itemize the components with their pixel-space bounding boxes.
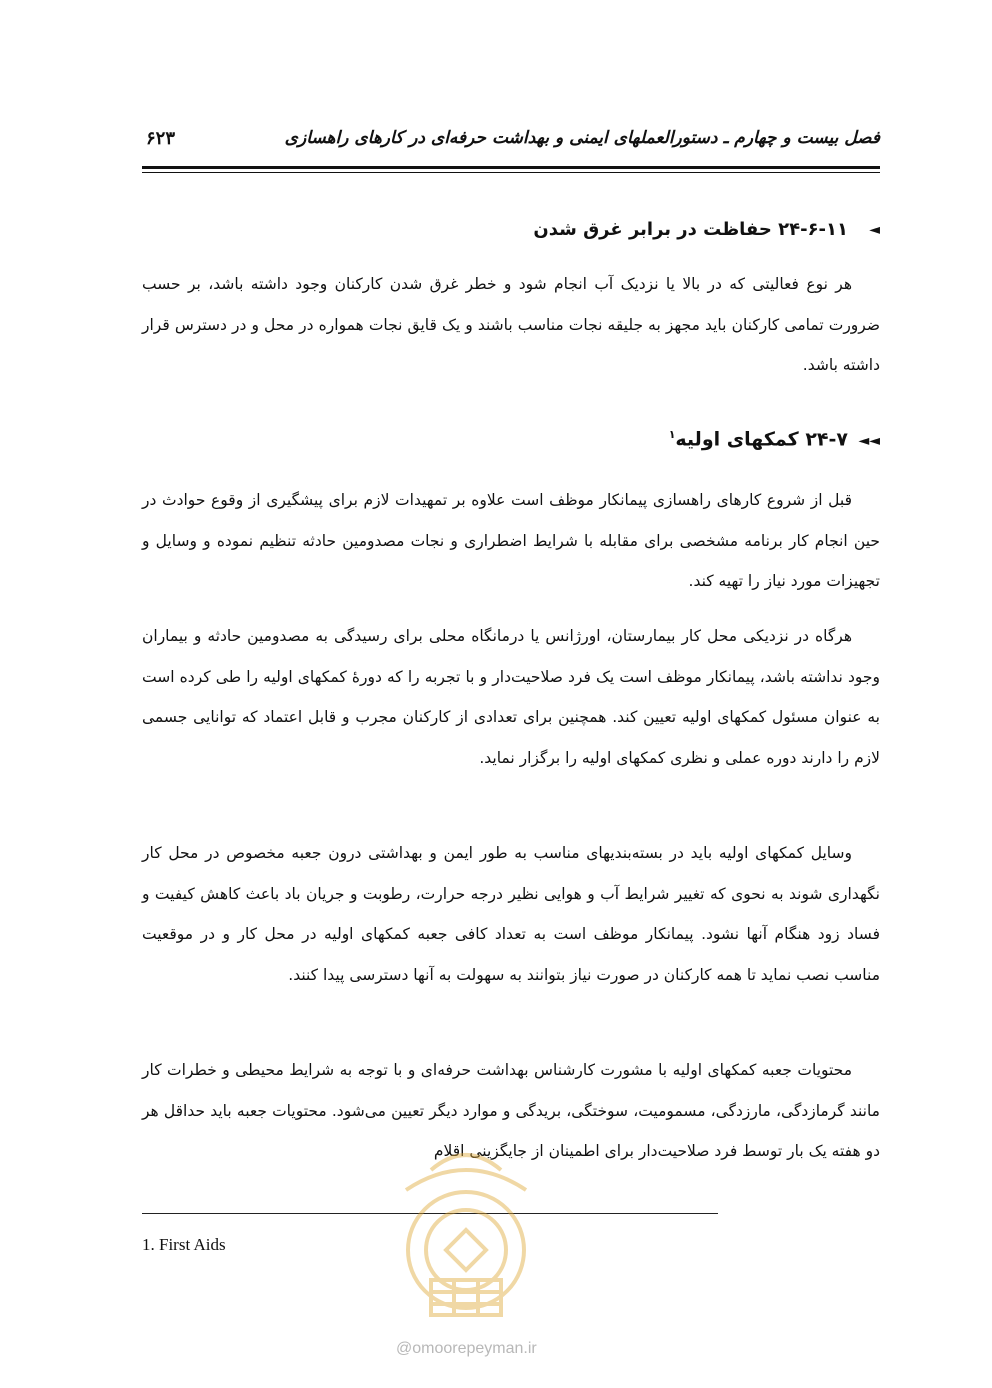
section-marker-double-icon: ◄◄ [858, 433, 880, 449]
heading-text: ۲۴-۷ کمکهای اولیه [675, 428, 848, 451]
header-rule-thick [142, 166, 880, 169]
section-heading-first-aid [669, 428, 848, 450]
running-header [142, 128, 880, 156]
section-heading-drowning: ۲۴-۶-۱۱ حفاظت در برابر غرق شدن [533, 219, 848, 240]
page-number: ۶۲۳ [146, 128, 176, 149]
footnote-text: 1. First Aids [142, 1235, 226, 1254]
paragraph-drowning: هر نوع فعالیتی که در بالا یا نزدیک آب انجام شود و خطر غرق شدن کارکنان وجود داشته باشد، بر حسب ضرورت تمامی کارکنان باید مجهز به جلیقه نجات مناسب باشند و یک قایق نجات همواره در محل و در دسترس قرار داشته باشد. [142, 275, 880, 374]
section-marker-icon: ◄ [869, 222, 880, 238]
footnote-reference: ۱ [668, 428, 676, 441]
paragraph-first-aid-3: وسایل کمکهای اولیه باید در بسته‌بندیهای مناسب به طور ایمن و بهداشتی درون جعبه مخصوص در محل کار نگهداری شوند به نحوی که تغییر شرایط آب و هوایی نظیر درجه حرارت، رطوبت و جریان باد باعث کاهش کیفیت و فساد زود هنگام آنها نشود. پیمانکار موظف است به تعداد کافی جعبه کمکهای اولیه در محل کار و در موقعیت مناسب نصب نماید تا همه کارکنان در صورت نیاز بتوانند به سهولت به آنها دسترسی پیدا کنند. [142, 844, 880, 984]
header-rule-thin [142, 172, 880, 173]
watermark-logo-icon [376, 1130, 556, 1330]
chapter-title: فصل بیست و چهارم ـ دستورالعملهای ایمنی و بهداشت حرفه‌ای در کارهای راهسازی [284, 128, 880, 148]
paragraph-first-aid-2: هرگاه در نزدیکی محل کار بیمارستان، اورژانس یا درمانگاه محلی برای رسیدگی به مصدومین حادثه و بیماران وجود نداشته باشد، پیمانکار موظف است یک فرد صلاحیت‌دار و با تجربه را که دورهٔ کمکهای اولیه را طی کرده است به عنوان مسئول کمکهای اولیه تعیین کند. همچنین برای تعدادی از کارکنان مجرب و قابل اعتماد که توانایی جسمی لازم را دارند دوره عملی و نظری کمکهای اولیه را برگزار نماید. [142, 627, 880, 767]
paragraph-first-aid-4: محتویات جعبه کمکهای اولیه با مشورت کارشناس بهداشت حرفه‌ای و با توجه به شرایط محیطی و خطرات کار مانند گرمازدگی، مارزدگی، مسمومیت، سوختگی، بریدگی و موارد دیگر تعیین می‌شود. محتویات جعبه باید حداقل هر دو هفته یک بار توسط فرد صلاحیت‌دار برای اطمینان از جایگزینی اقلام [142, 1061, 880, 1160]
paragraph-first-aid-1: قبل از شروع کارهای راهسازی پیمانکار موظف است علاوه بر تمهیدات لازم برای پیشگیری از وقوع حوادث در حین انجام کار برنامه مشخصی برای مقابله با شرایط اضطراری و نجات مصدومین حادثه تنظیم نموده و وسایل و تجهیزات مورد نیاز را تهیه کند. [142, 491, 880, 590]
watermark-caption: @omoorepeyman.ir [396, 1340, 537, 1357]
